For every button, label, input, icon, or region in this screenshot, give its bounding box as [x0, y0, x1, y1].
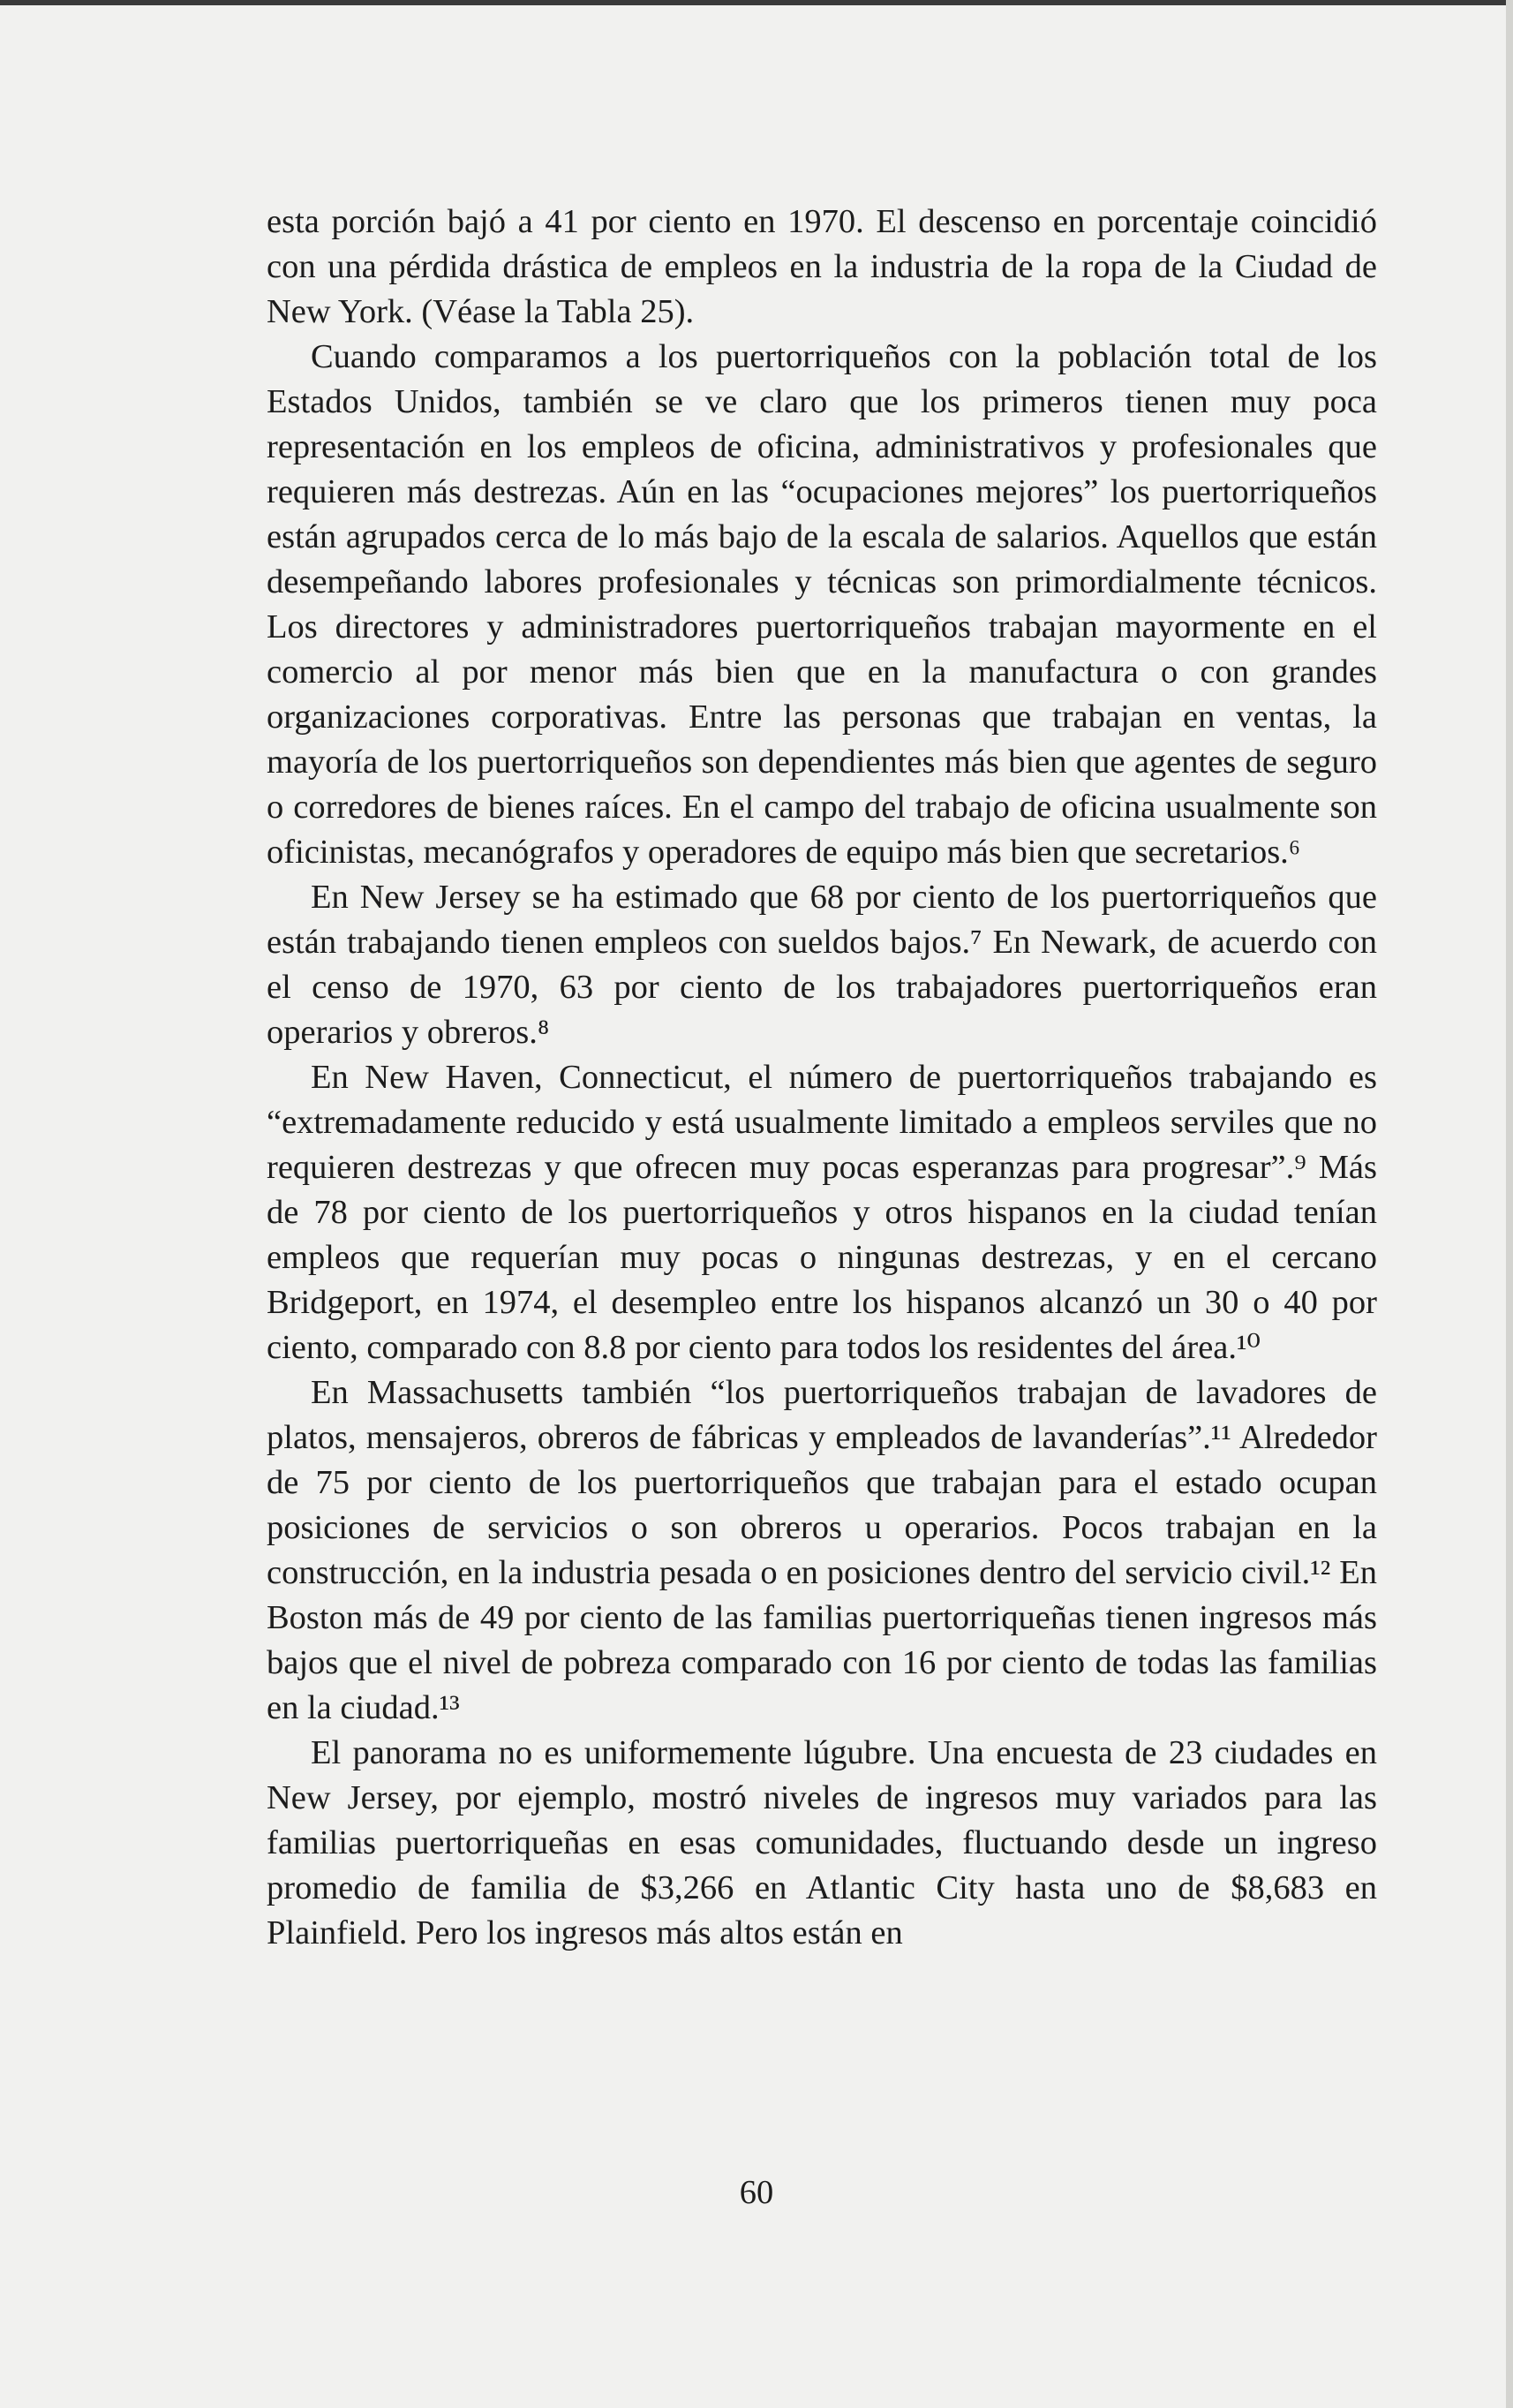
- paragraph: El panorama no es uniformemente lúgubre. Una encuesta de 23 ciudades en New Jersey, por ejemplo, mostró niveles de ingresos muy variados para las familias puertorriqueñas en esas comunidades, fluctuando desde un ingreso promedio de familia de $3,266 en Atlantic City hasta uno de $8,683 en Plainfield. Pero los ingresos más altos están en: [267, 1734, 1377, 1951]
- paragraph: En New Haven, Connecticut, el número de puertorriqueños trabajando es “extremadamente reducido y está usualmente limitado a empleos serviles que no requieren destrezas y que ofrecen muy pocas esperanzas para progresar”.⁹ Más de 78 por ciento de los puertorriqueños y otros hispanos en la ciudad tenían empleos que requerían muy pocas o ningunas destrezas, y en el cercano Bridgeport, en 1974, el desempleo entre los hispanos alcanzó un 30 o 40 por ciento, comparado con 8.8 por ciento para todos los residentes del área.¹⁰: [267, 1059, 1377, 1366]
- top-border: [0, 0, 1513, 5]
- body-text: [267, 200, 1377, 1956]
- paragraph: En Massachusetts también “los puertorriqueños trabajan de lavadores de platos, mensajeros, obreros de fábricas y empleados de lavanderías”.¹¹ Alrededor de 75 por ciento de los puertorriqueños que trabajan para el estado ocupan posiciones de servicios o son obreros u operarios. Pocos trabajan en la construcción, en la industria pesada o en posiciones dentro del servicio civil.¹² En Boston más de 49 por ciento de las familias puertorriqueñas tienen ingresos más bajos que el nivel de pobreza comparado con 16 por ciento de todas las familias en la ciudad.¹³: [267, 1374, 1377, 1726]
- page-number: 60: [739, 2174, 774, 2211]
- page-edge: [1506, 0, 1513, 2408]
- paragraph: Cuando comparamos a los puertorriqueños con la población total de los Estados Unidos, también se ve claro que los primeros tienen muy poca representación en los empleos de oficina, administrativos y profesionales que requieren más destrezas. Aún en las “ocupaciones mejores” los puertorriqueños están agrupados cerca de lo más bajo de la escala de salarios. Aquellos que están desempeñando labores profesionales y técnicas son primordialmente técnicos. Los directores y administradores puertorriqueños trabajan mayormente en el comercio al por menor más bien que en la manufactura o con grandes organizaciones corporativas. Entre las personas que trabajan en ventas, la mayoría de los puertorriqueños son dependientes más bien que agentes de seguro o corredores de bienes raíces. En el campo del trabajo de oficina usualmente son oficinistas, mecanógrafos y operadores de equipo más bien que secretarios.⁶: [267, 338, 1377, 871]
- paragraph: En New Jersey se ha estimado que 68 por ciento de los puertorriqueños que están trabajando tienen empleos con sueldos bajos.⁷ En Newark, de acuerdo con el censo de 1970, 63 por ciento de los trabajadores puertorriqueños eran operarios y obreros.⁸: [267, 879, 1377, 1051]
- paragraph: esta porción bajó a 41 por ciento en 1970. El descenso en porcentaje coincidió con una pérdida drástica de empleos en la industria de la ropa de la Ciudad de New York. (Véase la Tabla 25).: [267, 203, 1377, 330]
